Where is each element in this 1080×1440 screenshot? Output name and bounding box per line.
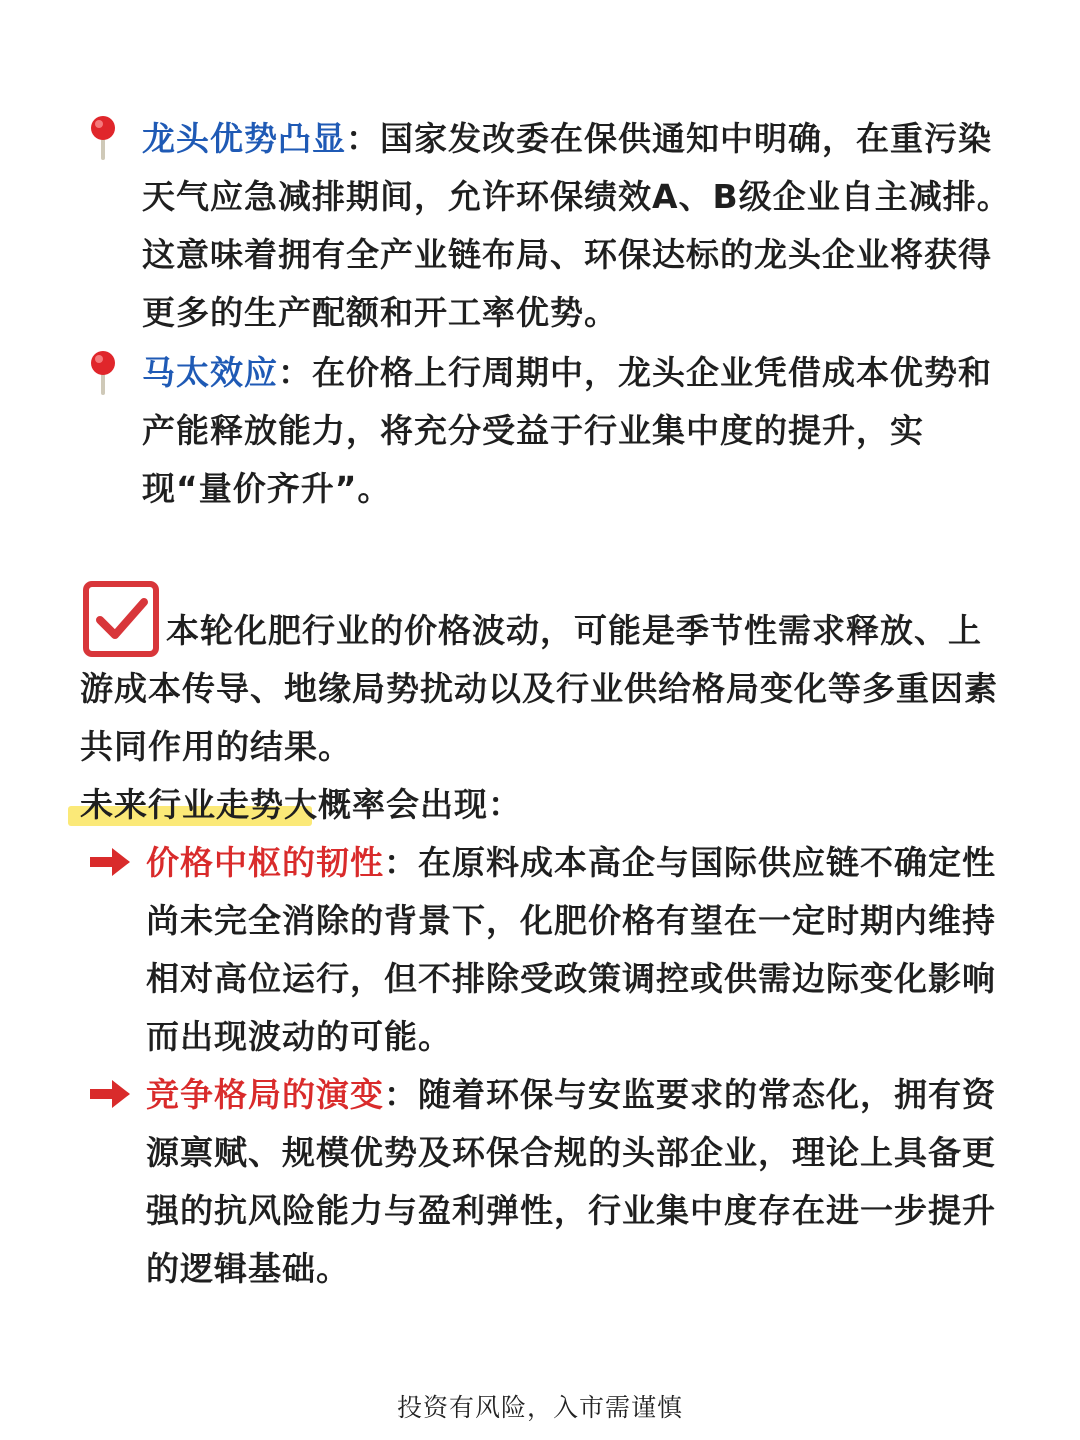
summary-paragraph: 本轮化肥行业的价格波动，可能是季节性需求释放、上游成本传导、地缘局势扰动以及行业供给格局变化等多重因素共同作用的结果。: [80, 611, 998, 766]
point-separator: ：: [278, 353, 312, 392]
point-separator: ：: [346, 119, 380, 158]
point-body: 在价格上行周期中，龙头企业凭借成本优势和产能释放能力，将充分受益于行业集中度的提升，实现“量价齐升”。: [142, 353, 992, 508]
trend-price-resilience: [146, 834, 996, 1066]
trend-body: 在原料成本高企与国际供应链不确定性尚未完全消除的背景下，化肥价格有望在一定时期内维持相对高位运行，但不排除受政策调控或供需边际变化影响而出现波动的可能。: [146, 843, 996, 1056]
future-heading: 未来行业走势大概率会出现：: [80, 785, 522, 824]
trend-body: 随着环保与安监要求的常态化，拥有资源禀赋、规模优势及环保合规的头部企业，理论上具备更强的抗风险能力与盈利弹性，行业集中度存在进一步提升的逻辑基础。: [146, 1075, 996, 1288]
right-arrow-icon: [88, 846, 132, 882]
trend-separator: ：: [384, 1075, 418, 1114]
point-title: 马太效应: [142, 353, 278, 392]
trend-separator: ：: [384, 843, 418, 882]
trend-title: 价格中枢的韧性: [146, 843, 384, 882]
point-body: 国家发改委在保供通知中明确，在重污染天气应急减排期间，允许环保绩效A、B级企业自主减排。这意味着拥有全产业链布局、环保达标的龙头企业将获得更多的生产配额和开工率优势。: [142, 119, 1011, 332]
right-arrow-icon: [88, 1078, 132, 1114]
trend-competition-evolution: [146, 1066, 996, 1298]
point-leader-advantage: [142, 110, 1012, 342]
point-matthew-effect: [142, 344, 1012, 518]
trend-title: 竞争格局的演变: [146, 1075, 384, 1114]
pushpin-icon: [88, 349, 118, 401]
point-title: 龙头优势凸显: [142, 119, 346, 158]
pushpin-icon: [88, 114, 118, 166]
risk-disclaimer: 投资有风险，入市需谨慎: [396, 1393, 683, 1422]
